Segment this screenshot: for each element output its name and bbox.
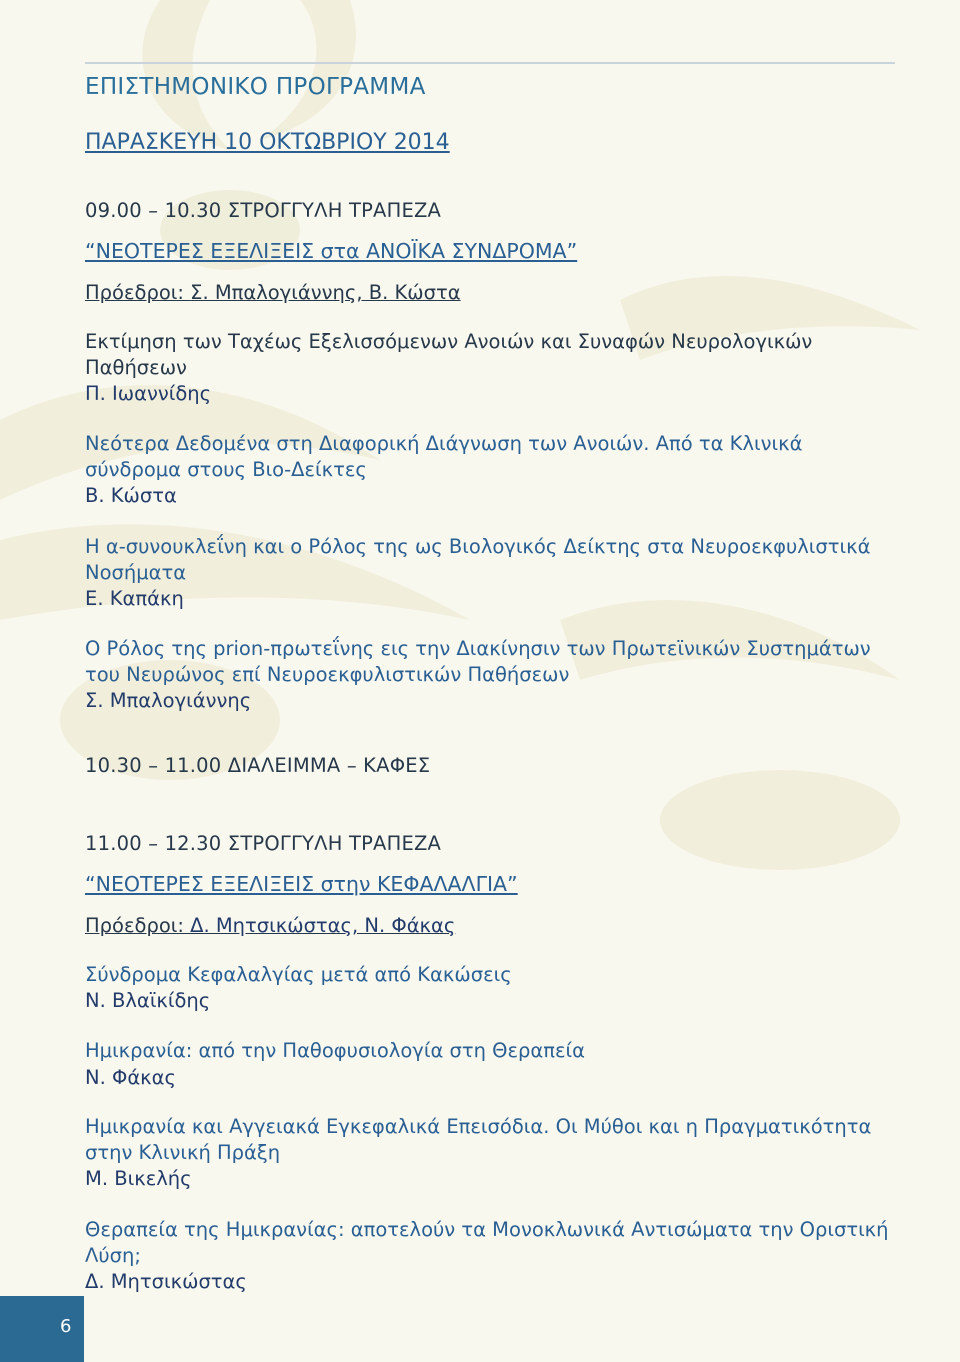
talk-1-title: Εκτίμηση των Ταχέως Εξελισσόμενων Ανοιών και Συναφών Νευρολογικών Παθήσεων	[85, 330, 813, 379]
chairs-names: Σ. Μπαλογιάννης, Β. Κώστα	[190, 281, 461, 304]
coffee-break: 10.30 – 11.00 ΔΙΑΛΕΙΜΜΑ – ΚΑΦΕΣ	[85, 754, 431, 777]
talk-8-speaker: Δ. Μητσικώστας	[85, 1270, 247, 1293]
talk-2-title: Νεότερα Δεδομένα στη Διαφορική Διάγνωση των Ανοιών. Από τα Κλινικά σύνδρομα στους Βιο-Δείκτες	[85, 432, 803, 481]
day-heading: ΠΑΡΑΣΚΕΥΗ 10 ΟΚΤΩΒΡΙΟΥ 2014	[85, 130, 450, 155]
page-title: ΕΠΙΣΤΗΜΟΝΙΚΟ ΠΡΟΓΡΑΜΜΑ	[85, 74, 426, 100]
session-1-chairs	[85, 280, 461, 306]
talk-6-title: Ημικρανία: από την Παθοφυσιολογία στη Θεραπεία	[85, 1039, 586, 1062]
talk-4-speaker: Σ. Μπαλογιάννης	[85, 689, 252, 712]
talk-1-speaker: Π. Ιωαννίδης	[85, 382, 212, 405]
talk-7-speaker: Μ. Βικελής	[85, 1167, 192, 1190]
talk-3-speaker: Ε. Καπάκη	[85, 587, 184, 610]
talk-5-title: Σύνδρομα Κεφαλαλγίας μετά από Κακώσεις	[85, 963, 512, 986]
chairs-label: Πρόεδροι:	[85, 281, 191, 304]
talk-6-speaker: Ν. Φάκας	[85, 1066, 176, 1089]
talk-7-title: Ημικρανία και Αγγειακά Εγκεφαλικά Επεισόδια. Οι Μύθοι και η Πραγματικότητα στην Κλινική Πράξη	[85, 1115, 872, 1164]
talk-3-title: Η α-συνουκλεΐνη και ο Ρόλος της ως Βιολογικός Δείκτης στα Νευροεκφυλιστικά Νοσήματα	[85, 535, 871, 584]
chairs-label: Πρόεδροι:	[85, 914, 191, 937]
session-1-time: 09.00 – 10.30 ΣΤΡΟΓΓΥΛΗ ΤΡΑΠΕΖΑ	[85, 199, 442, 222]
talk-2-speaker: Β. Κώστα	[85, 484, 177, 507]
session-2-chairs	[85, 913, 455, 939]
session-1-title: “ΝΕΟΤΕΡΕΣ ΕΞΕΛΙΞΕΙΣ στα ΑΝΟΪΚΑ ΣΥΝΔΡΟΜΑ”	[85, 239, 578, 263]
session-2-title: “ΝΕΟΤΕΡΕΣ ΕΞΕΛΙΞΕΙΣ στην ΚΕΦΑΛΑΛΓΙΑ”	[85, 872, 518, 896]
chairs-names: Δ. Μητσικώστας, Ν. Φάκας	[190, 914, 456, 937]
talk-5-speaker: Ν. Βλαϊκίδης	[85, 989, 211, 1012]
page-number: 6	[60, 1316, 72, 1337]
session-2-time: 11.00 – 12.30 ΣΤΡΟΓΓΥΛΗ ΤΡΑΠΕΖΑ	[85, 832, 442, 855]
talk-8-title: Θεραπεία της Ημικρανίας: αποτελούν τα Μονοκλωνικά Αντισώματα την Οριστική Λύση;	[85, 1218, 889, 1267]
talk-4-title: Ο Ρόλος της prion-πρωτεΐνης εις την Διακίνησιν των Πρωτεϊνικών Συστημάτων του Νευρώνος επί Νευροεκφυλιστικών Παθήσεων	[85, 637, 871, 686]
header-rule	[85, 62, 895, 64]
